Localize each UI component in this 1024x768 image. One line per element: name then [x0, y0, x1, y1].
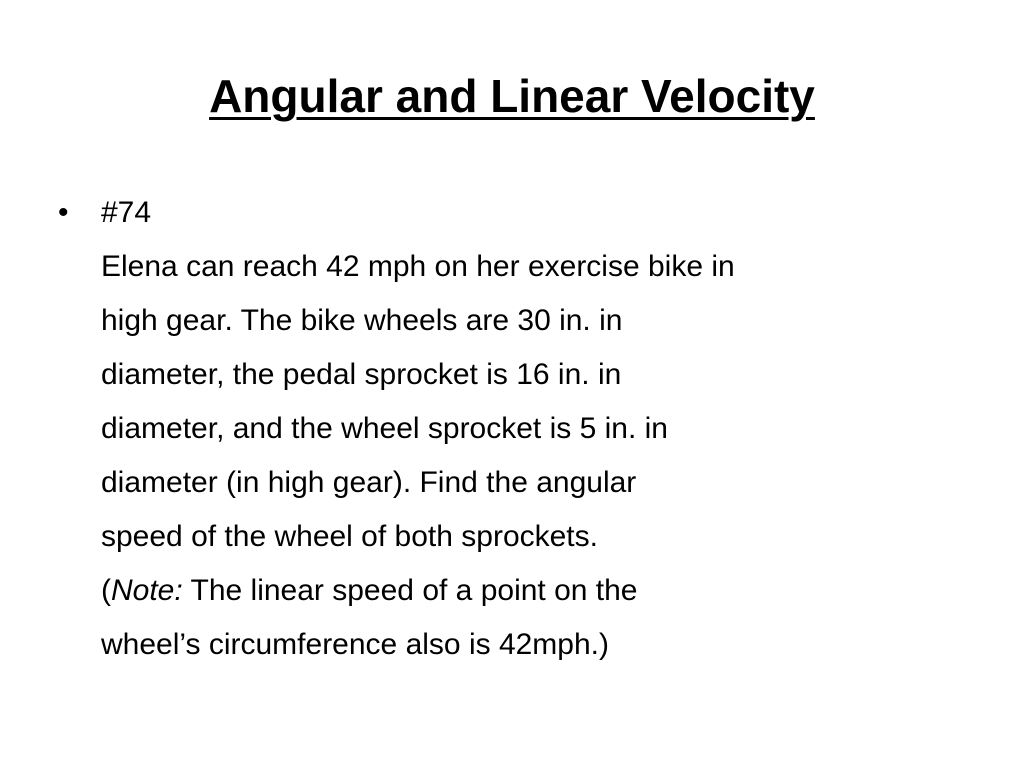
problem-text [101, 186, 981, 672]
problem-number: #74 [101, 196, 152, 229]
slide-title: Angular and Linear Velocity [209, 70, 815, 122]
problem-line-5: diameter (in high gear). Find the angular [101, 466, 637, 499]
slide-content [58, 186, 988, 672]
problem-line-1: Elena can reach 42 mph on her exercise bike in [101, 250, 735, 283]
problem-line-2: high gear. The bike wheels are 30 in. in [101, 304, 623, 337]
note-text: The linear speed of a point on the [182, 574, 638, 607]
note-label: Note: [111, 574, 183, 607]
bullet-icon: • [58, 196, 69, 229]
problem-line-4: diameter, and the wheel sprocket is 5 in. in [101, 412, 668, 445]
note-last-line: wheel’s circumference also is 42mph.) [101, 628, 609, 661]
problem-line-6: speed of the wheel of both sprockets. [101, 520, 598, 553]
note-open-paren: ( [101, 574, 111, 607]
bullet-item [58, 186, 988, 672]
note-line [101, 564, 981, 618]
problem-line-3: diameter, the pedal sprocket is 16 in. in [101, 358, 622, 391]
